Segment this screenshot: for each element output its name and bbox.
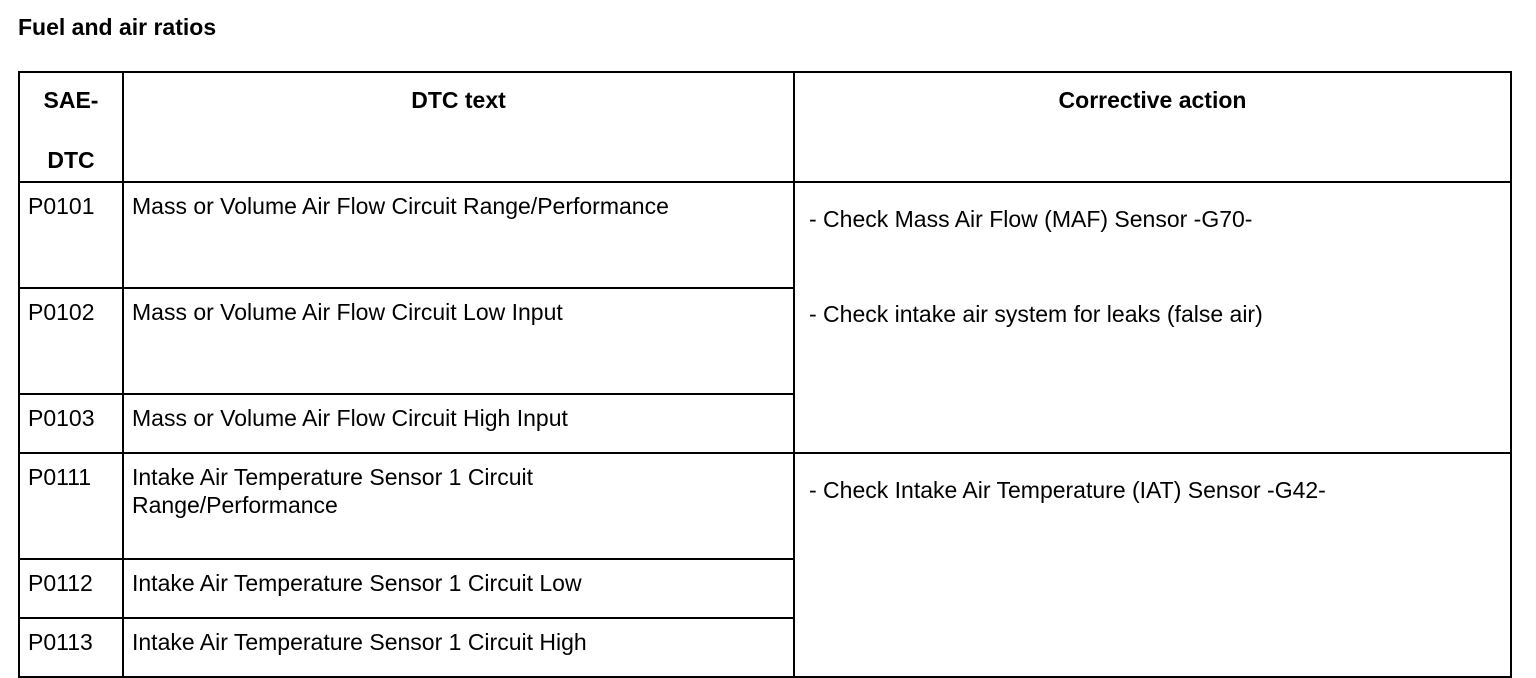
dtc-text — [123, 288, 794, 394]
table-row — [19, 182, 1511, 288]
section-title: Fuel and air ratios — [18, 14, 217, 40]
dtc-text-line: Mass or Volume Air Flow Circuit Range/Performance — [132, 193, 669, 219]
dtc-code: P0111 — [19, 453, 123, 559]
header-sae-dtc-line2: DTC — [47, 147, 95, 173]
corrective-action-cell — [794, 453, 1511, 677]
header-sae-dtc — [19, 72, 123, 182]
table-row — [19, 453, 1511, 559]
dtc-code: P0103 — [19, 394, 123, 453]
dtc-text-line: Mass or Volume Air Flow Circuit High Input — [132, 405, 568, 431]
dtc-text-line: Intake Air Temperature Sensor 1 Circuit — [132, 464, 533, 490]
header-dtc-text — [123, 72, 794, 182]
header-dtc-text-label: DTC text — [411, 87, 506, 113]
header-corrective-action — [794, 72, 1511, 182]
dtc-text — [123, 618, 794, 677]
corrective-action-cell — [794, 182, 1511, 453]
corrective-action-line: - Check Intake Air Temperature (IAT) Sensor -G42- — [809, 477, 1326, 503]
corrective-action-line: - Check intake air system for leaks (false air) — [809, 301, 1263, 327]
dtc-code: P0113 — [19, 618, 123, 677]
dtc-text-line: Intake Air Temperature Sensor 1 Circuit High — [132, 629, 587, 655]
dtc-code: P0101 — [19, 182, 123, 288]
dtc-text — [123, 394, 794, 453]
dtc-text-line: Mass or Volume Air Flow Circuit Low Input — [132, 299, 563, 325]
dtc-text — [123, 559, 794, 618]
dtc-code: P0112 — [19, 559, 123, 618]
dtc-text — [123, 182, 794, 288]
table-header-row — [19, 72, 1511, 182]
dtc-code: P0102 — [19, 288, 123, 394]
corrective-action-line: - Check Mass Air Flow (MAF) Sensor -G70- — [809, 206, 1253, 232]
dtc-text — [123, 453, 794, 559]
dtc-table — [18, 71, 1512, 678]
header-corrective-action-label: Corrective action — [1058, 87, 1247, 113]
header-sae-dtc-line1: SAE- — [43, 87, 99, 113]
dtc-text-line: Intake Air Temperature Sensor 1 Circuit Low — [132, 570, 582, 596]
dtc-text-line: Range/Performance — [132, 492, 338, 518]
